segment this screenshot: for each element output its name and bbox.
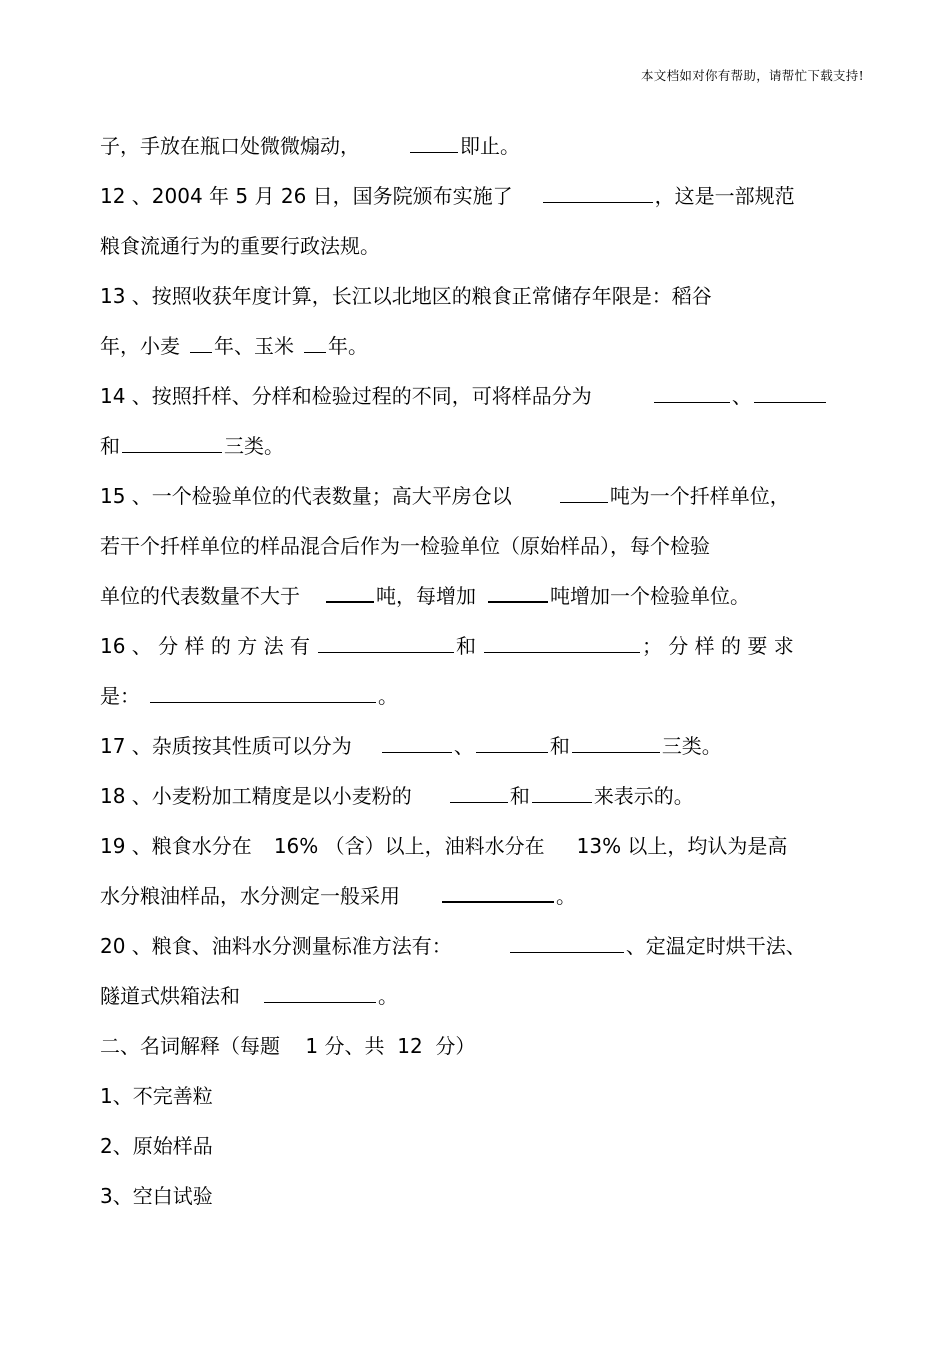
question-17: 17 、杂质按其性质可以分为 、 和 三类。 (100, 734, 722, 758)
text-line: 若干个扦样单位的样品混合后作为一检验单位（原始样品），每个检验 (100, 534, 710, 558)
answer-blank (543, 184, 653, 203)
text-line: 是： 。 (100, 684, 398, 708)
answer-blank (122, 434, 222, 453)
answer-blank (264, 984, 376, 1003)
text-line: 年，小麦 年、玉米 年。 (100, 334, 368, 358)
text-line: 单位的代表数量不大于 吨，每增加 吨增加一个检验单位。 (100, 584, 750, 608)
answer-blank (572, 734, 660, 753)
term-item: 2、原始样品 (100, 1134, 213, 1158)
term-item: 3、空白试验 (100, 1184, 213, 1208)
answer-blank (150, 684, 376, 703)
answer-blank (450, 784, 508, 803)
text-line: 隧道式烘箱法和 。 (100, 984, 398, 1008)
answer-blank (318, 634, 454, 653)
answer-blank (654, 384, 730, 403)
answer-blank (304, 334, 326, 353)
section-heading: 二、名词解释（每题 1 分、共 12 分） (100, 1034, 476, 1058)
header-note: 本文档如对你有帮助，请帮忙下载支持! (641, 68, 864, 83)
answer-blank (754, 384, 826, 403)
question-18: 18 、小麦粉加工精度是以小麦粉的 和 来表示的。 (100, 784, 694, 808)
answer-blank (484, 634, 640, 653)
text-line: 水分粮油样品，水分测定一般采用 。 (100, 884, 576, 908)
answer-blank (510, 934, 624, 953)
question-13: 13 、按照收获年度计算，长江以北地区的粮食正常储存年限是：稻谷 (100, 284, 712, 308)
text-line: 粮食流通行为的重要行政法规。 (100, 234, 380, 258)
answer-blank (476, 734, 548, 753)
question-15: 15 、一个检验单位的代表数量；高大平房仓以 吨为一个扦样单位， (100, 484, 790, 508)
answer-blank (488, 583, 548, 603)
question-20: 20 、粮食、油料水分测量标准方法有： 、定温定时烘干法、 (100, 934, 806, 958)
answer-blank (560, 484, 608, 503)
text-line: 和 三类。 (100, 434, 284, 458)
question-14: 14 、按照扦样、分样和检验过程的不同，可将样品分为 、 (100, 382, 828, 410)
question-16: 16 、 分 样 的 方 法 有 和 ； 分 样 的 要 求 (100, 634, 794, 658)
answer-blank (442, 883, 554, 903)
answer-blank (532, 784, 592, 803)
text-line: 子，手放在瓶口处微微煽动， 即止。 (100, 134, 520, 158)
answer-blank (410, 134, 458, 153)
answer-blank (190, 334, 212, 353)
question-19: 19 、粮食水分在 16% （含）以上，油料水分在 13% 以上，均认为是高 (100, 834, 788, 858)
question-12: 12 、2004 年 5 月 26 日，国务院颁布实施了 ，这是一部规范 (100, 184, 795, 208)
answer-blank (382, 734, 452, 753)
answer-blank (326, 583, 374, 603)
term-item: 1、不完善粒 (100, 1084, 213, 1108)
